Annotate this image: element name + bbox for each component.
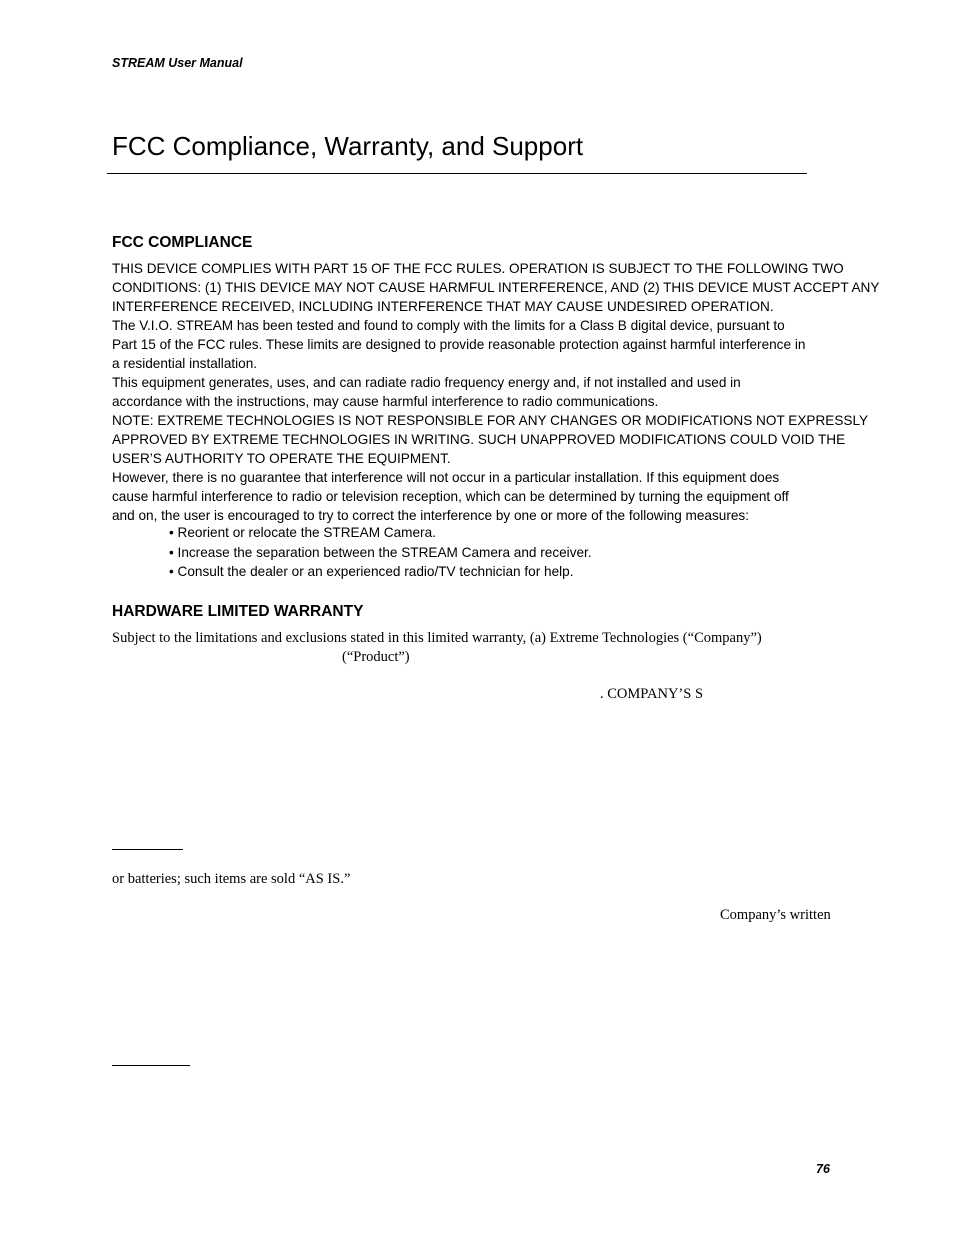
- section-rule: [112, 1065, 190, 1066]
- fcc-line: Part 15 of the FCC rules. These limits are designed to provide reasonable protection against harmful interference in: [112, 337, 806, 352]
- fcc-line: and on, the user is encouraged to try to correct the interference by one or more of the following measures:: [112, 508, 749, 523]
- warranty-text: (“Product”): [342, 649, 410, 665]
- fcc-line: CONDITIONS: (1) THIS DEVICE MAY NOT CAUSE HARMFUL INTERFERENCE, AND (2) THIS DEVICE MUST ACCEPT ANY: [112, 280, 880, 295]
- fcc-bullet-item: • Reorient or relocate the STREAM Camera.: [169, 525, 436, 540]
- fcc-line: INTERFERENCE RECEIVED, INCLUDING INTERFERENCE THAT MAY CAUSE UNDESIRED OPERATION.: [112, 299, 774, 314]
- fcc-line: This equipment generates, uses, and can radiate radio frequency energy and, if not installed and used in: [112, 375, 741, 390]
- section-rule: [112, 849, 183, 850]
- warranty-heading: HARDWARE LIMITED WARRANTY: [112, 603, 364, 620]
- fcc-note-line: NOTE: EXTREME TECHNOLOGIES IS NOT RESPONSIBLE FOR ANY CHANGES OR MODIFICATIONS NOT EXPRESSLY: [112, 413, 869, 428]
- fcc-note-line: APPROVED BY EXTREME TECHNOLOGIES IN WRITING. SUCH UNAPPROVED MODIFICATIONS COULD VOID THE: [112, 432, 846, 447]
- running-header: STREAM User Manual: [112, 56, 243, 70]
- fcc-line: However, there is no guarantee that interference will not occur in a particular installation. If this equipment does: [112, 470, 780, 485]
- fcc-line: The V.I.O. STREAM has been tested and found to comply with the limits for a Class B digital device, pursuant to: [112, 318, 785, 333]
- warranty-text: . COMPANY’S S: [600, 686, 704, 702]
- fcc-line: THIS DEVICE COMPLIES WITH PART 15 OF THE FCC RULES. OPERATION IS SUBJECT TO THE FOLLOWING TWO: [112, 261, 844, 276]
- warranty-text: Company’s written: [720, 907, 831, 923]
- fcc-line: a residential installation.: [112, 356, 258, 371]
- page-title: FCC Compliance, Warranty, and Support: [112, 131, 584, 161]
- page-number: 76: [816, 1162, 830, 1176]
- fcc-line: accordance with the instructions, may cause harmful interference to radio communications.: [112, 394, 659, 409]
- fcc-bullet-item: • Increase the separation between the STREAM Camera and receiver.: [169, 545, 592, 560]
- title-rule: [107, 173, 807, 174]
- warranty-text: or batteries; such items are sold “AS IS.”: [112, 871, 351, 887]
- fcc-heading: FCC COMPLIANCE: [112, 234, 253, 251]
- fcc-bullet-item: • Consult the dealer or an experienced radio/TV technician for help.: [169, 564, 574, 579]
- warranty-text: Subject to the limitations and exclusions stated in this limited warranty, (a) Extreme Technologies (“Company”): [112, 630, 762, 646]
- fcc-note-line: USER’S AUTHORITY TO OPERATE THE EQUIPMENT.: [112, 451, 451, 466]
- fcc-line: cause harmful interference to radio or television reception, which can be determined by turning the equipment off: [112, 489, 789, 504]
